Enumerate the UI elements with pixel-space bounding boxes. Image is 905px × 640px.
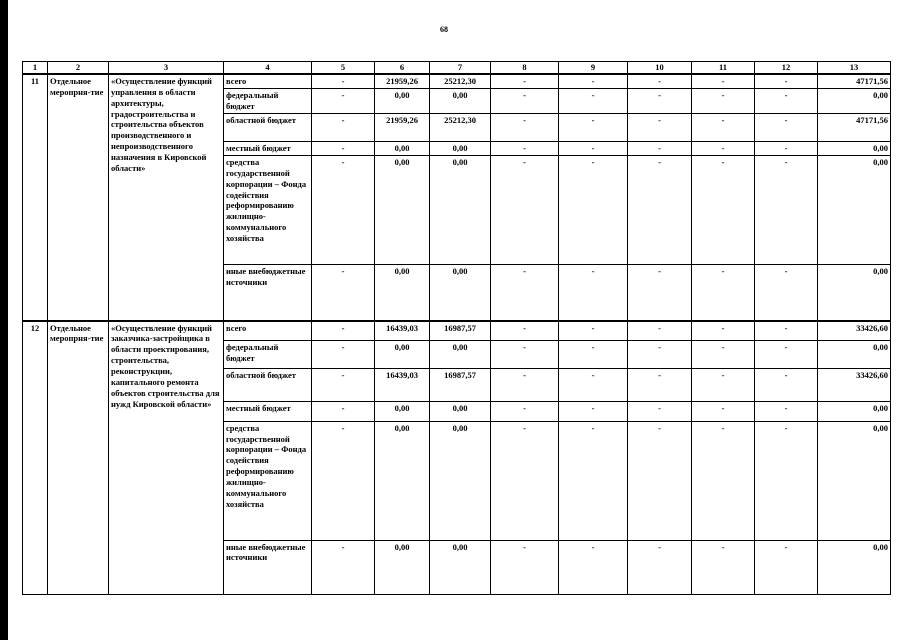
column-header: 4 <box>224 62 312 74</box>
column-header: 2 <box>48 62 109 74</box>
value-cell: - <box>692 113 755 141</box>
value-cell: - <box>628 74 692 88</box>
value-cell: - <box>755 321 818 341</box>
row-number: 11 <box>23 74 48 321</box>
value-cell: - <box>628 141 692 155</box>
value-cell: 16987,57 <box>430 369 491 401</box>
column-header: 12 <box>755 62 818 74</box>
value-cell: - <box>628 264 692 320</box>
value-cell: - <box>755 264 818 320</box>
value-cell: - <box>628 421 692 540</box>
value-cell: - <box>491 321 559 341</box>
value-cell: - <box>491 341 559 369</box>
measure-name: «Осуществление функций управления в области архитектуры, градостроительства и строительства объектов производственного и непроизводственного назначения в Кировской области» <box>109 74 224 321</box>
column-header: 10 <box>628 62 692 74</box>
value-cell: - <box>755 421 818 540</box>
value-cell: 0,00 <box>375 155 430 264</box>
value-cell: 0,00 <box>430 155 491 264</box>
value-cell: - <box>628 155 692 264</box>
value-cell: 0,00 <box>375 401 430 421</box>
value-cell: 0,00 <box>430 341 491 369</box>
value-cell: - <box>559 155 628 264</box>
value-cell: - <box>755 369 818 401</box>
value-cell: 0,00 <box>430 264 491 320</box>
funding-source: всего <box>224 74 312 88</box>
value-cell: - <box>692 155 755 264</box>
value-cell: 0,00 <box>430 88 491 113</box>
value-cell: - <box>312 321 375 341</box>
value-cell: - <box>755 74 818 88</box>
value-cell: - <box>559 74 628 88</box>
value-cell: - <box>312 88 375 113</box>
value-cell: - <box>692 341 755 369</box>
measure-type: Отдельное меропрня-тие <box>48 74 109 321</box>
value-cell: - <box>755 341 818 369</box>
measure-type: Отдельное меропрня-тие <box>48 321 109 595</box>
funding-source: иные внебюджетные источники <box>224 540 312 594</box>
total-cell: 0,00 <box>818 264 891 320</box>
value-cell: 21959,26 <box>375 113 430 141</box>
column-header: 8 <box>491 62 559 74</box>
funding-source: федеральный бюджет <box>224 341 312 369</box>
value-cell: - <box>312 369 375 401</box>
value-cell: 16439,03 <box>375 369 430 401</box>
value-cell: - <box>692 540 755 594</box>
funding-source: иные внебюджетные источники <box>224 264 312 320</box>
column-header: 5 <box>312 62 375 74</box>
value-cell: 0,00 <box>375 341 430 369</box>
value-cell: - <box>312 155 375 264</box>
value-cell: 0,00 <box>375 540 430 594</box>
value-cell: - <box>755 540 818 594</box>
total-cell: 0,00 <box>818 88 891 113</box>
value-cell: - <box>628 321 692 341</box>
total-cell: 0,00 <box>818 421 891 540</box>
column-header: 3 <box>109 62 224 74</box>
value-cell: - <box>692 369 755 401</box>
funding-source: местный бюджет <box>224 141 312 155</box>
value-cell: - <box>491 141 559 155</box>
value-cell: - <box>559 401 628 421</box>
value-cell: 0,00 <box>375 88 430 113</box>
value-cell: - <box>312 74 375 88</box>
value-cell: - <box>628 113 692 141</box>
column-header: 6 <box>375 62 430 74</box>
value-cell: - <box>312 421 375 540</box>
value-cell: - <box>559 341 628 369</box>
value-cell: - <box>491 155 559 264</box>
value-cell: - <box>312 141 375 155</box>
table-row <box>23 321 891 341</box>
value-cell: - <box>491 540 559 594</box>
value-cell: - <box>692 421 755 540</box>
value-cell: - <box>491 369 559 401</box>
table-row <box>23 74 891 88</box>
table-body <box>23 74 891 595</box>
total-cell: 0,00 <box>818 401 891 421</box>
value-cell: - <box>755 141 818 155</box>
value-cell: - <box>628 401 692 421</box>
value-cell: - <box>312 264 375 320</box>
value-cell: - <box>692 321 755 341</box>
total-cell: 47171,56 <box>818 74 891 88</box>
measure-name: «Осуществление функций заказчика-застройщика в области проектирования, строительства, реконструкции, капитального ремонта объектов строительства для нужд Кировской области» <box>109 321 224 595</box>
page-number: 68 <box>440 25 448 34</box>
value-cell: - <box>755 113 818 141</box>
value-cell: - <box>491 88 559 113</box>
scan-edge <box>0 0 8 640</box>
header-row <box>23 62 891 74</box>
value-cell: - <box>628 369 692 401</box>
value-cell: - <box>692 74 755 88</box>
value-cell: - <box>491 421 559 540</box>
total-cell: 0,00 <box>818 540 891 594</box>
column-header: 11 <box>692 62 755 74</box>
value-cell: 0,00 <box>430 141 491 155</box>
total-cell: 47171,56 <box>818 113 891 141</box>
total-cell: 0,00 <box>818 141 891 155</box>
funding-source: местный бюджет <box>224 401 312 421</box>
value-cell: - <box>491 113 559 141</box>
value-cell: 21959,26 <box>375 74 430 88</box>
value-cell: 0,00 <box>430 540 491 594</box>
value-cell: 0,00 <box>430 401 491 421</box>
value-cell: - <box>312 540 375 594</box>
value-cell: - <box>491 264 559 320</box>
funding-source: областной бюджет <box>224 113 312 141</box>
value-cell: - <box>755 88 818 113</box>
value-cell: - <box>755 401 818 421</box>
row-number: 12 <box>23 321 48 595</box>
value-cell: - <box>312 341 375 369</box>
column-header: 9 <box>559 62 628 74</box>
value-cell: - <box>628 88 692 113</box>
column-header: 13 <box>818 62 891 74</box>
value-cell: 16439,03 <box>375 321 430 341</box>
value-cell: - <box>559 141 628 155</box>
value-cell: - <box>491 401 559 421</box>
value-cell: - <box>692 401 755 421</box>
value-cell: 0,00 <box>375 264 430 320</box>
funding-source: федеральный бюджет <box>224 88 312 113</box>
value-cell: - <box>692 141 755 155</box>
value-cell: - <box>559 421 628 540</box>
value-cell: 0,00 <box>375 141 430 155</box>
funding-source: средства государственной корпорации – Фонда содействия реформированию жилищно-коммунального хозяйства <box>224 155 312 264</box>
value-cell: - <box>559 113 628 141</box>
value-cell: - <box>692 88 755 113</box>
value-cell: - <box>559 369 628 401</box>
total-cell: 0,00 <box>818 341 891 369</box>
value-cell: 0,00 <box>430 421 491 540</box>
value-cell: - <box>559 321 628 341</box>
value-cell: - <box>559 540 628 594</box>
value-cell: - <box>628 341 692 369</box>
value-cell: - <box>559 88 628 113</box>
value-cell: - <box>692 264 755 320</box>
value-cell: 16987,57 <box>430 321 491 341</box>
funding-source: средства государственной корпорации – Фонда содействия реформированию жилищно-коммунального хозяйства <box>224 421 312 540</box>
budget-table <box>22 61 891 595</box>
value-cell: 25212,30 <box>430 113 491 141</box>
total-cell: 33426,60 <box>818 321 891 341</box>
value-cell: 0,00 <box>375 421 430 540</box>
funding-source: областной бюджет <box>224 369 312 401</box>
column-header: 1 <box>23 62 48 74</box>
total-cell: 0,00 <box>818 155 891 264</box>
value-cell: - <box>312 113 375 141</box>
value-cell: - <box>755 155 818 264</box>
funding-source: всего <box>224 321 312 341</box>
value-cell: 25212,30 <box>430 74 491 88</box>
value-cell: - <box>491 74 559 88</box>
value-cell: - <box>559 264 628 320</box>
value-cell: - <box>312 401 375 421</box>
value-cell: - <box>628 540 692 594</box>
column-header: 7 <box>430 62 491 74</box>
total-cell: 33426,60 <box>818 369 891 401</box>
